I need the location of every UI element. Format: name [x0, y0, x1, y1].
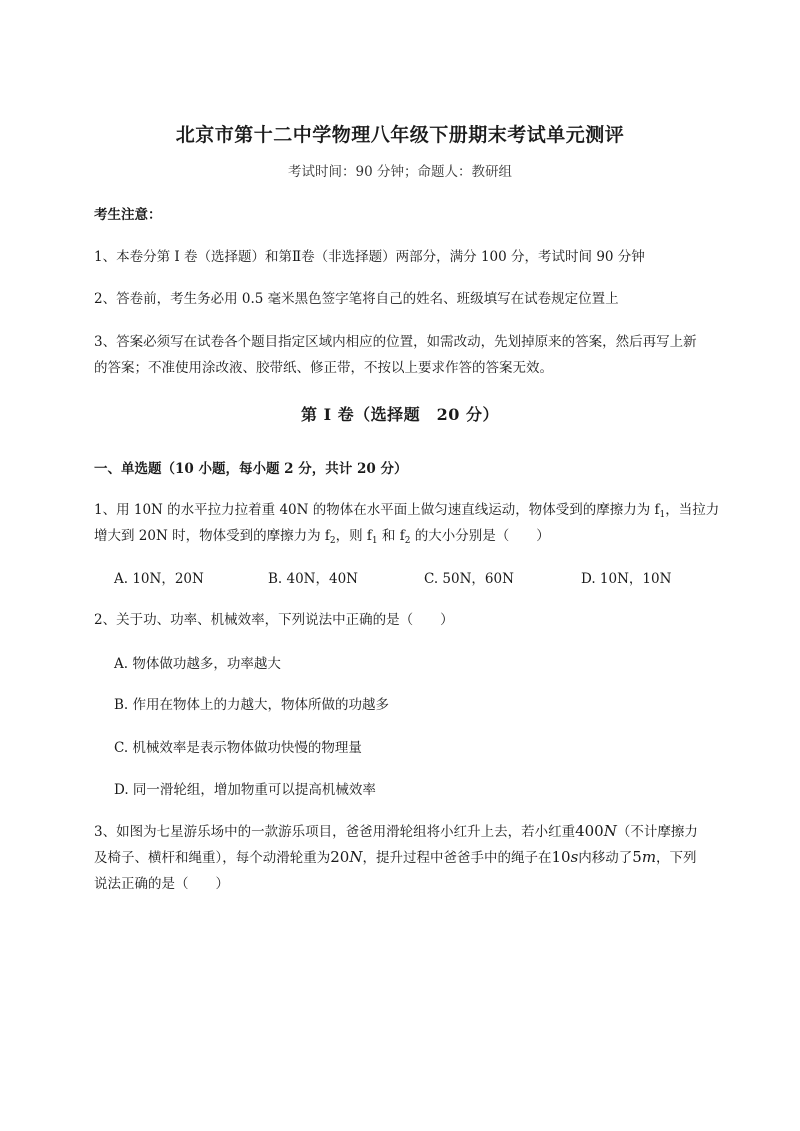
q1-option-b: B. 40N，40N — [268, 571, 358, 587]
question-2-stem: 2、关于功、功率、机械效率，下列说法中正确的是（ ） — [94, 612, 454, 628]
page-title: 北京市第十二中学物理八年级下册期末考试单元测评 — [175, 124, 625, 146]
q2-option-d: D. 同一滑轮组，增加物重可以提高机械效率 — [114, 782, 376, 798]
q2-option-b: B. 作用在物体上的力越大，物体所做的功越多 — [114, 697, 390, 713]
question-1-line-2: 增大到 20N 时，物体受到的摩擦力为 $f_2$，则 $f_1$ 和 $f_2$ 的大小分别是（ ） — [94, 528, 550, 546]
question-3-line-3: 说法正确的是（ ） — [94, 876, 229, 892]
q2-option-c: C. 机械效率是表示物体做功快慢的物理量 — [114, 740, 362, 756]
question-3-line-1: 3、如图为七星游乐场中的一款游乐项目，爸爸用滑轮组将小红升上去，若小红重400N（不计摩擦力 — [94, 822, 698, 840]
question-1-line-1: 1、用 10N 的水平拉力拉着重 40N 的物体在水平面上做匀速直线运动，物体受到的摩擦力为 $f_1$，当拉力 — [94, 502, 720, 520]
section-title: 第 I 卷（选择题 20 分） — [301, 405, 499, 424]
question-3-line-2: 及椅子、横杆和绳重），每个动滑轮重为20N，提升过程中爸爸手中的绳子在10s内移动了5m，下列 — [94, 848, 697, 866]
notice-heading: 考生注意： — [94, 207, 162, 223]
notice-item-2: 2、答卷前，考生务必用 0.5 毫米黑色签字笔将自己的姓名、班级填写在试卷规定位置上 — [94, 291, 619, 307]
exam-info: 考试时间：90 分钟；命题人：教研组 — [288, 164, 512, 180]
notice-item-3-line-1: 3、答案必须写在试卷各个题目指定区域内相应的位置，如需改动，先划掉原来的答案，然后再写上新 — [94, 334, 697, 350]
q1-option-c: C. 50N，60N — [424, 571, 514, 587]
notice-item-3-line-2: 的答案；不准使用涂改液、胶带纸、修正带，不按以上要求作答的答案无效。 — [94, 360, 553, 376]
q1-option-d: D. 10N，10N — [581, 571, 672, 587]
notice-item-1: 1、本卷分第 I 卷（选择题）和第Ⅱ卷（非选择题）两部分，满分 100 分，考试时间 90 分钟 — [94, 249, 645, 265]
q1-option-a: A. 10N，20N — [114, 571, 204, 587]
part-heading: 一、单选题（10 小题，每小题 2 分，共计 20 分） — [94, 461, 408, 477]
q2-option-a: A. 物体做功越多，功率越大 — [114, 656, 281, 672]
